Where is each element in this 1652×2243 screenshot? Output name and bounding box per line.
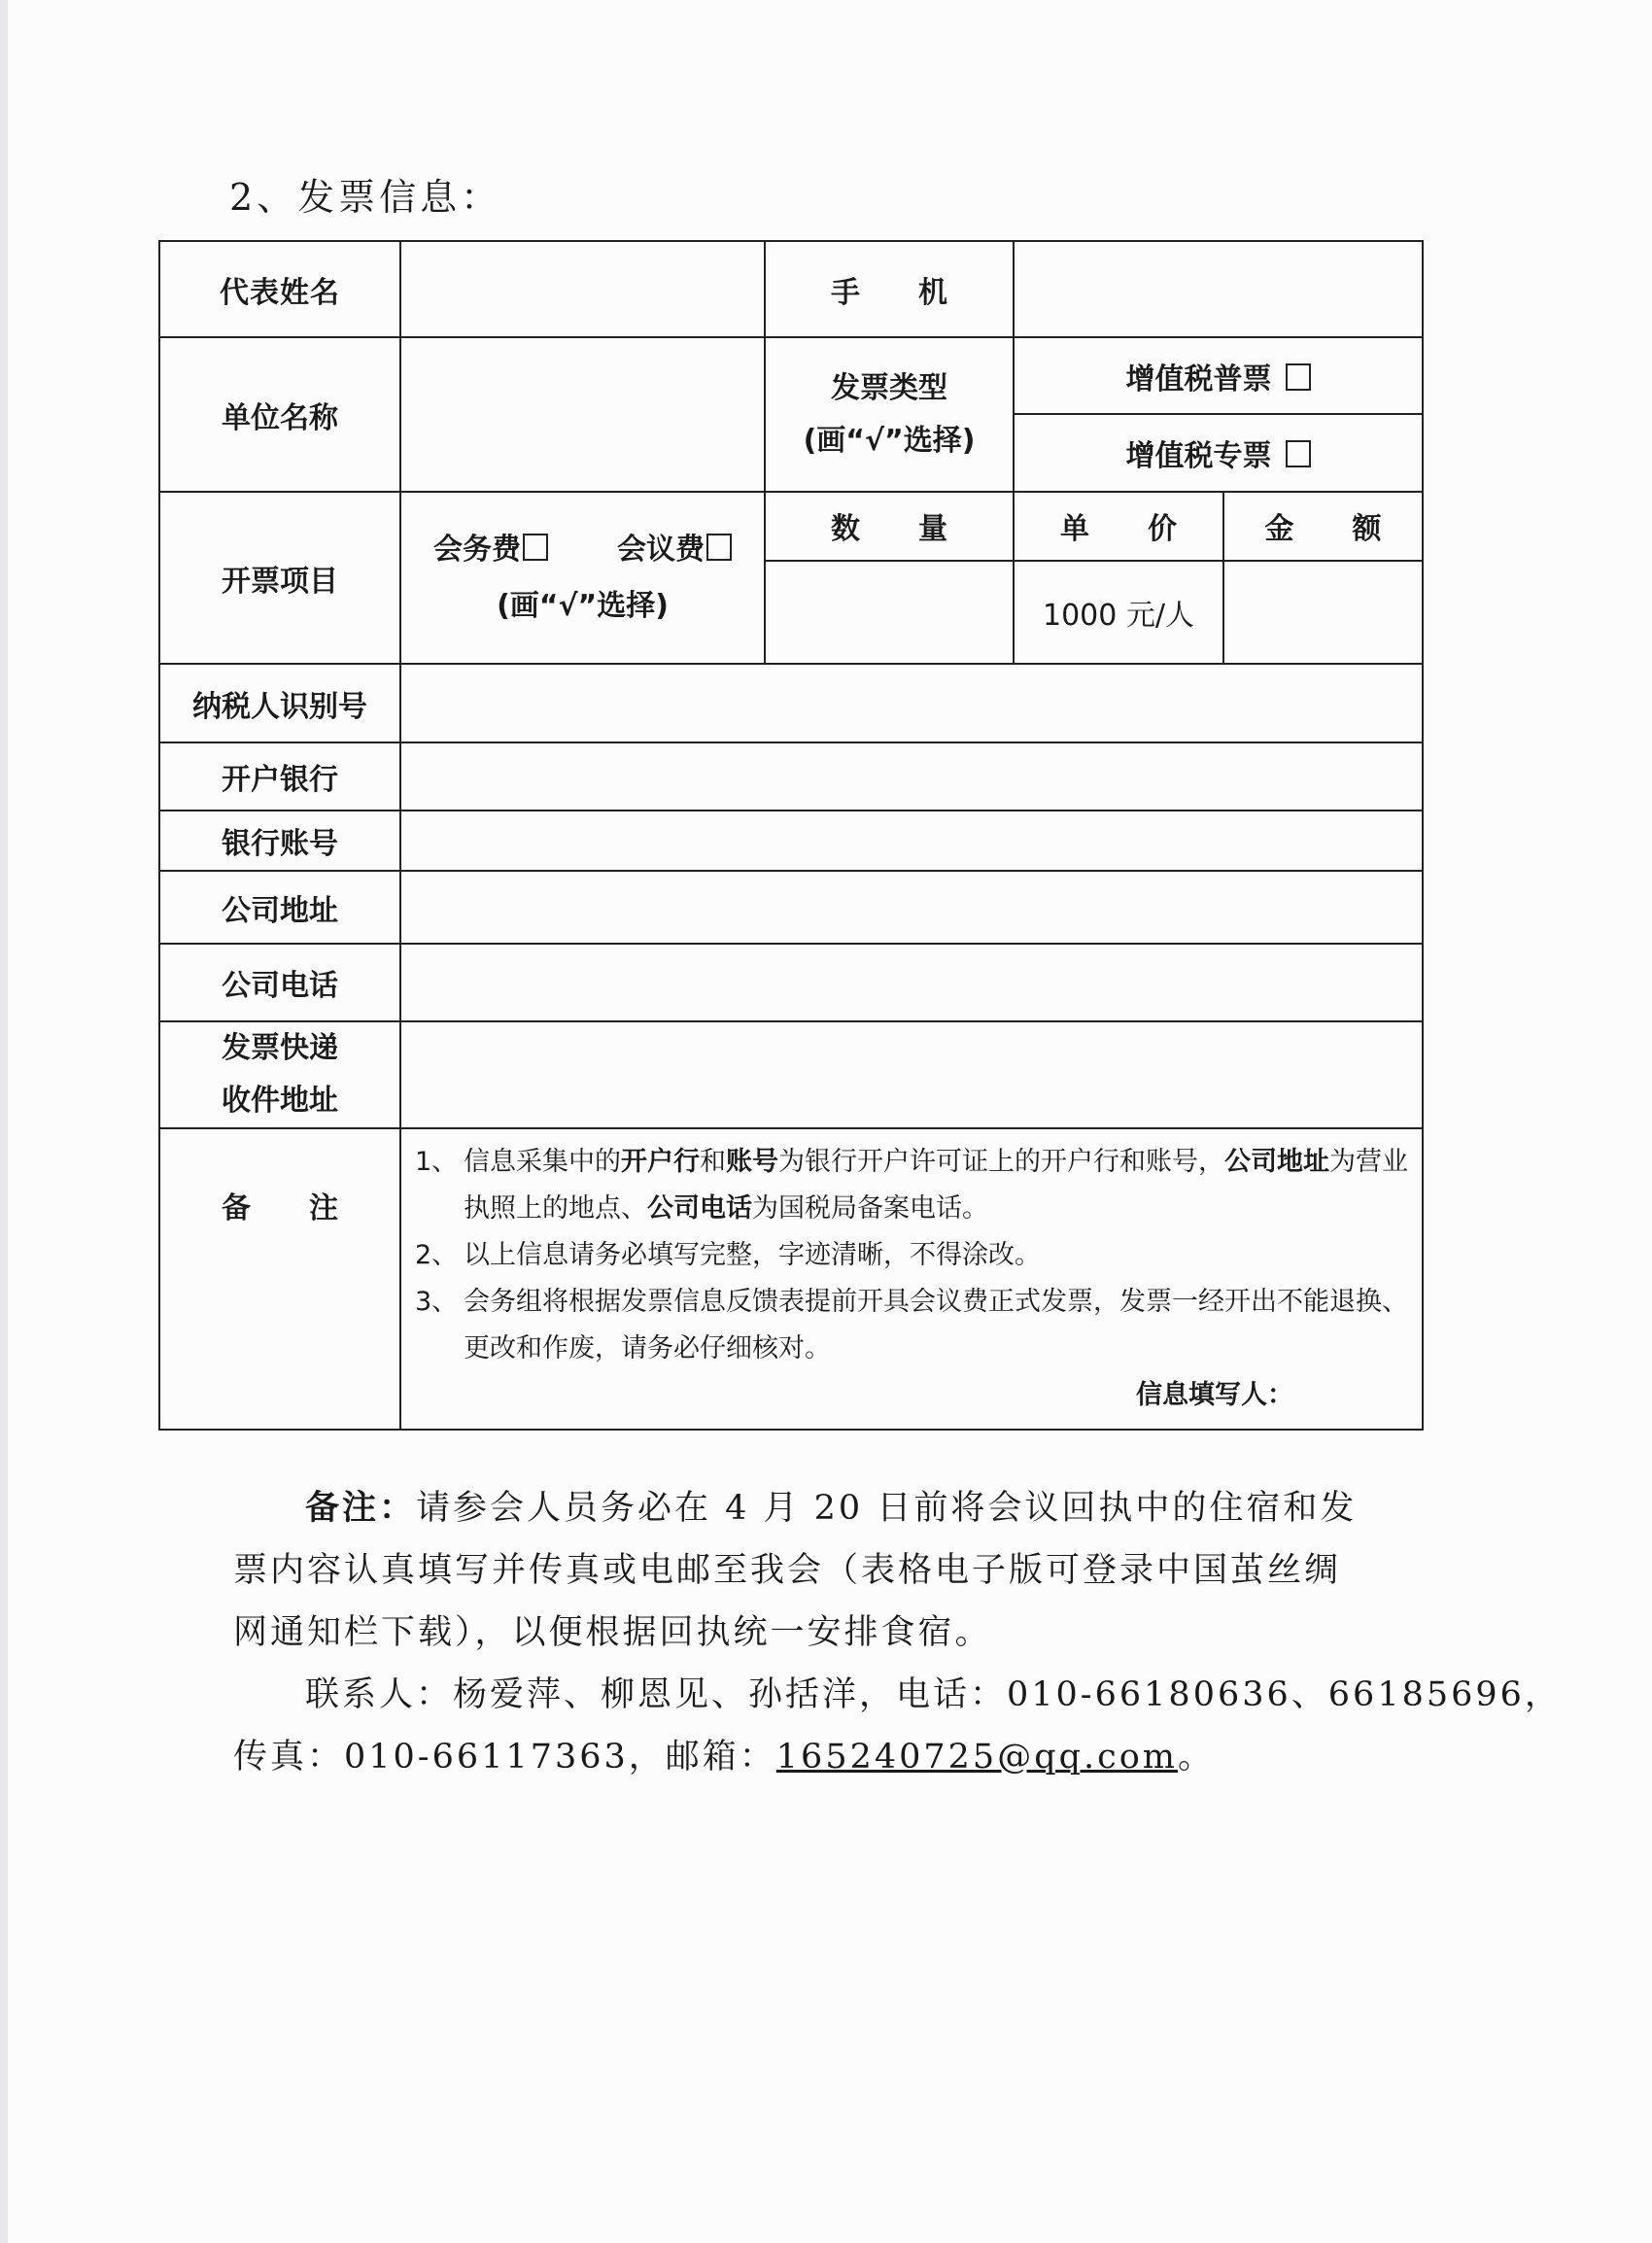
amount-header: 金 额 [1223, 492, 1423, 561]
quantity-header: 数 量 [765, 492, 1014, 561]
billing-option-service[interactable]: 会务费 [433, 533, 548, 567]
account-field[interactable] [400, 811, 1423, 871]
unit-price-header: 单 价 [1014, 492, 1223, 561]
invoice-type-option-regular[interactable]: 增值税普票 [1014, 337, 1423, 414]
rep-name-label: 代表姓名 [159, 241, 400, 337]
checkbox-special-vat[interactable] [1286, 440, 1311, 467]
checkbox-regular-vat[interactable] [1286, 363, 1311, 391]
invoice-type-label: 发票类型 (画“√”选择) [765, 337, 1014, 492]
remarks-label: 备 注 [159, 1128, 400, 1430]
note-item-2: 2、 以上信息请务必填写完整，字迹清晰，不得涂改。 [415, 1240, 1041, 1270]
company-label: 单位名称 [159, 337, 400, 492]
company-phone-label: 公司电话 [159, 944, 400, 1021]
note-item-3: 3、 会务组将根据发票信息反馈表提前开具会议费正式发票，发票一经开出不能退换、更改和作废，请务必仔细核对。 [415, 1287, 1408, 1363]
note-text: 为银行开户许可证上的开户行和账号， [778, 1147, 1224, 1177]
taxpayer-id-field[interactable] [400, 664, 1423, 742]
account-label: 银行账号 [159, 811, 400, 871]
remark-line-3: 网通知栏下载），以便根据回执统一安排食宿。 [233, 1613, 992, 1652]
bank-label: 开户银行 [159, 742, 400, 811]
note-text: 信息采集中的 [464, 1147, 621, 1177]
address-label: 公司地址 [159, 871, 400, 944]
taxpayer-id-label: 纳税人识别号 [159, 664, 400, 742]
note-text: 和 [700, 1147, 726, 1177]
invoice-type-hint: (画“√”选择) [803, 423, 976, 458]
phone-label: 手 机 [765, 241, 1014, 337]
address-field[interactable] [400, 871, 1423, 944]
unit-price-value: 1000 元/人 [1014, 561, 1223, 664]
note-emphasis: 公司地址 [1224, 1147, 1329, 1177]
company-phone-field[interactable] [400, 944, 1423, 1021]
delivery-address-field[interactable] [400, 1021, 1423, 1128]
bank-field[interactable] [400, 742, 1423, 811]
checkbox-meeting-fee[interactable] [706, 534, 732, 561]
section-title: 2、发票信息： [229, 176, 502, 219]
company-field[interactable] [400, 337, 765, 492]
remark-line-1: 备注：请参会人员务必在 4 月 20 日前将会议回执中的住宿和发 [305, 1488, 1358, 1528]
note-emphasis: 开户行 [621, 1147, 700, 1177]
phone-field[interactable] [1014, 241, 1423, 337]
remarks-notes [400, 1128, 1423, 1430]
note-emphasis: 账号 [726, 1147, 778, 1177]
billing-item-label: 开票项目 [159, 492, 400, 664]
note-item-1: 1、 信息采集中的开户行和账号为银行开户许可证上的开户行和账号，公司地址为营业执照上的地点、公司电话为国税局备案电话。 [415, 1147, 1408, 1224]
checkbox-service-fee[interactable] [523, 534, 548, 561]
rep-name-field[interactable] [400, 241, 765, 337]
delivery-address-label: 发票快递 收件地址 [159, 1021, 400, 1128]
email-link[interactable]: 165240725@qq.com [775, 1738, 1178, 1777]
note-text: 为国税局备案电话。 [752, 1193, 988, 1224]
signer-label: 信息填写人： [1136, 1380, 1293, 1410]
billing-item-options [400, 492, 765, 664]
remark-line-2: 票内容认真填写并传真或电邮至我会（表格电子版可登录中国茧丝绸 [233, 1551, 1342, 1590]
invoice-type-option-special[interactable]: 增值税专票 [1014, 414, 1423, 492]
contact-line: 联系人：杨爱萍、柳恩见、孙括洋，电话：010-66180636、66185696， [305, 1675, 1562, 1714]
scan-edge [0, 0, 8, 2243]
invoice-form-table [158, 240, 1424, 1431]
fax-email-line: 传真：010-66117363，邮箱：165240725@qq.com。 [233, 1738, 1216, 1777]
note-emphasis: 公司电话 [647, 1193, 752, 1224]
footer-remarks [233, 1477, 1562, 1788]
note-text: 为营业执照上的地点、 [464, 1147, 1408, 1224]
billing-option-meeting[interactable]: 会议费 [617, 533, 732, 567]
billing-hint: (画“√”选择) [497, 588, 669, 623]
quantity-field[interactable] [765, 561, 1014, 664]
amount-field[interactable] [1223, 561, 1423, 664]
